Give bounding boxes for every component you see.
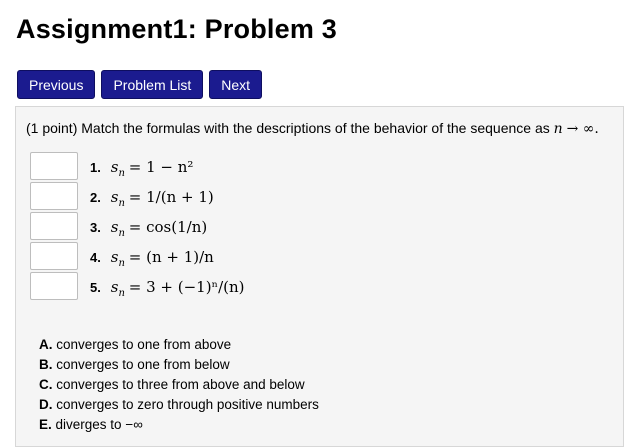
formula-number: 5. [90, 280, 101, 295]
answer-choice [39, 415, 319, 435]
choice-letter: B. [39, 357, 53, 372]
formula-number: 2. [90, 190, 101, 205]
answer-input-1[interactable] [30, 152, 78, 180]
answer-input-3[interactable] [30, 212, 78, 240]
nav-bar [17, 70, 262, 99]
formula-number: 1. [90, 160, 101, 175]
choice-text: converges to one from below [56, 357, 230, 372]
next-button[interactable]: Next [209, 70, 262, 99]
formula-rhs: = cos(1/n) [128, 218, 208, 236]
choice-text: converges to one from above [56, 337, 232, 352]
problem-intro [26, 120, 599, 137]
choice-text: diverges to −∞ [55, 417, 143, 432]
page-title: Assignment1: Problem 3 [16, 14, 337, 44]
problem-intro-text: (1 point) Match the formulas with the descriptions of the behavior of the sequence as [26, 120, 550, 136]
previous-button[interactable]: Previous [17, 70, 95, 99]
formula-rhs: = 3 + (−1)ⁿ/(n) [128, 278, 245, 296]
answer-choice [39, 375, 319, 395]
formula-rhs: = 1/(n + 1) [128, 188, 214, 206]
answer-choice [39, 355, 319, 375]
formula-label [90, 158, 193, 179]
problem-list-button[interactable]: Problem List [101, 70, 203, 99]
answer-choice [39, 335, 319, 355]
choice-letter: A. [39, 337, 53, 352]
formula-rhs: = (n + 1)/n [128, 248, 214, 266]
answer-input-4[interactable] [30, 242, 78, 270]
choice-letter: E. [39, 417, 52, 432]
intro-limit: → ∞. [566, 121, 599, 137]
answer-input-5[interactable] [30, 272, 78, 300]
choice-text: converges to zero through positive numbers [56, 397, 319, 412]
formula-label [90, 278, 245, 299]
formula-number: 4. [90, 250, 101, 265]
formula-label [90, 248, 214, 269]
answer-input-2[interactable] [30, 182, 78, 210]
choice-text: converges to three from above and below [56, 377, 305, 392]
formula-label [90, 188, 214, 209]
formula-lhs: $s_n$ [110, 278, 125, 299]
formula-lhs: $s_n$ [110, 218, 125, 239]
formula-label [90, 218, 207, 239]
formula-lhs: $s_n$ [110, 188, 125, 209]
problem-panel [15, 106, 624, 447]
choice-letter: D. [39, 397, 53, 412]
answer-choices [39, 335, 319, 435]
intro-variable: n [553, 121, 563, 137]
formula-rhs: = 1 − n² [128, 158, 194, 176]
formula-lhs: $s_n$ [110, 158, 125, 179]
formula-number: 3. [90, 220, 101, 235]
answer-choice [39, 395, 319, 415]
choice-letter: C. [39, 377, 53, 392]
formula-lhs: $s_n$ [110, 248, 125, 269]
